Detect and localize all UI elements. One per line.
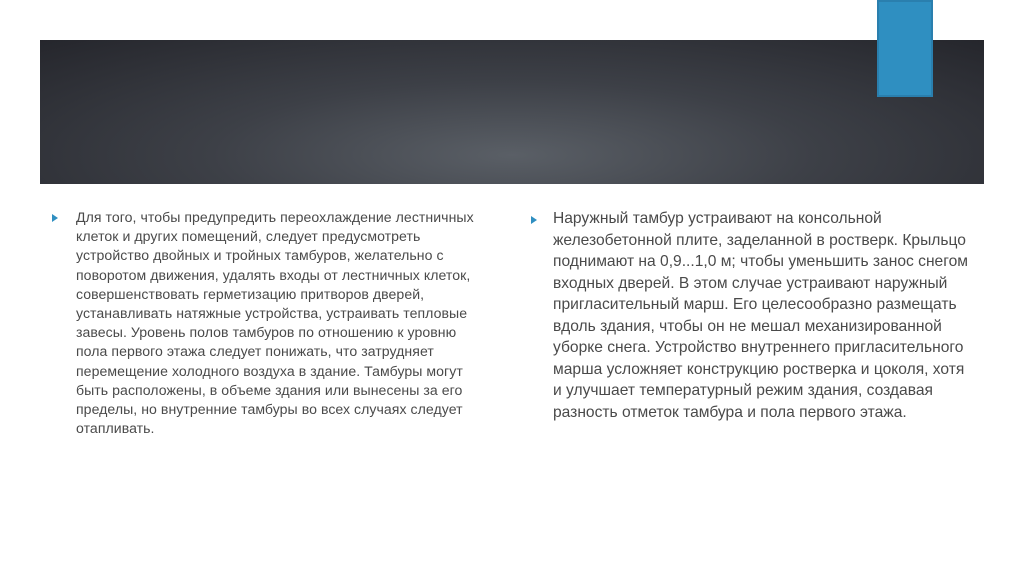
left-paragraph: Для того, чтобы предупредить переохлаждение лестничных клеток и других помещений, следует предусмотреть устройство двойных и тройных тамбуров, желательно с поворотом движения, удалять входы от лестничных клеток, совершенствовать герметизацию притворов дверей, устанавливать натяжные устройства, устраивать тепловые завесы. Уровень полов тамбуров по отношению к уровню пола первого этажа следует понижать, что затрудняет перемещение холодного воздуха в здание. Тамбуры могут быть расположены, в объеме здания или вынесены за его пределы, но внутренние тамбуры во всех случаях следует отапливать. [76, 209, 474, 437]
title-band [40, 40, 984, 184]
bullet-item-left [52, 208, 480, 438]
accent-bar [877, 0, 933, 97]
triangle-bullet-icon [52, 214, 58, 222]
bullet-item-right [531, 208, 976, 423]
right-text-column [531, 208, 976, 423]
triangle-bullet-icon [531, 216, 537, 224]
right-paragraph: Наружный тамбур устраивают на консольной железобетонной плите, заделанной в ростверк. Крыльцо поднимают на 0,9...1,0 м; чтобы уменьшить занос снегом входных дверей. В этом случае устраивают наружный пригласительный марш. Его целесообразно размещать вдоль здания, чтобы он не мешал механизированной уборке снега. Устройство внутреннего пригласительного марша усложняет конструкцию ростверка и цоколя, хотя и улучшает температурный режим здания, создавая разность отметок тамбура и пола первого этажа. [553, 210, 968, 421]
left-text-column [52, 208, 480, 438]
